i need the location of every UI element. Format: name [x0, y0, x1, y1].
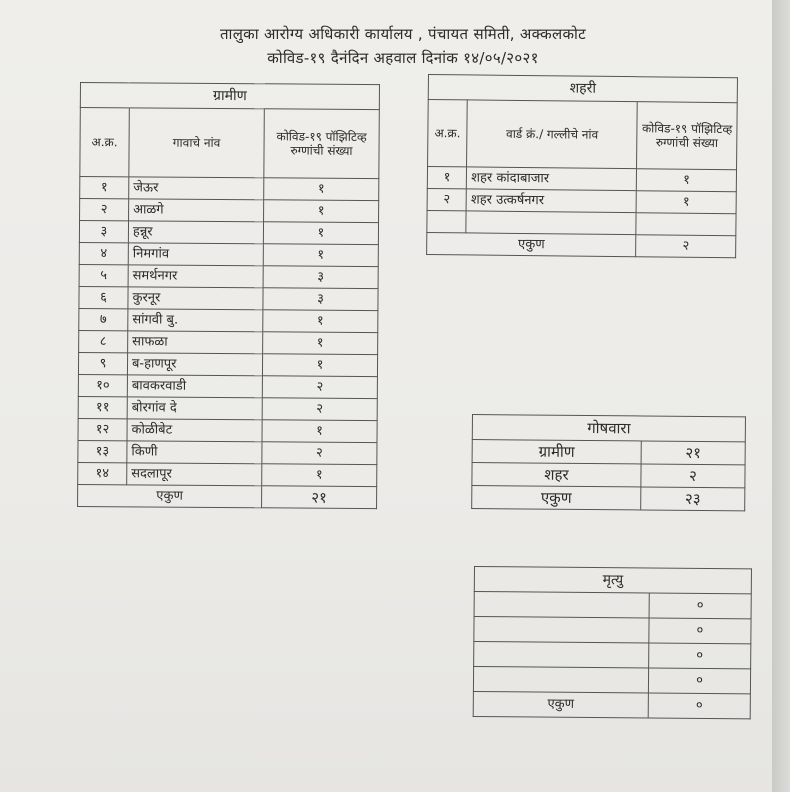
rural-sr: १३: [78, 440, 127, 462]
rural-count: २: [262, 376, 377, 399]
summary-value: २: [641, 464, 745, 488]
rural-sr: ८: [79, 330, 128, 352]
rural-sr: १२: [78, 418, 127, 440]
rural-table: [77, 82, 380, 509]
summary-label: एकुण: [472, 486, 641, 510]
rural-row: [79, 330, 378, 354]
rural-row: [78, 396, 377, 420]
summary-title: गोषवारा: [472, 415, 745, 442]
rural-sr: ७: [79, 308, 128, 330]
rural-row: [79, 221, 378, 245]
rural-name: कोळीबेट: [127, 419, 262, 442]
rural-row: [79, 308, 378, 332]
rural-name: ब-हाणपूर: [127, 353, 262, 376]
rural-name: सदलापूर: [127, 463, 262, 486]
rural-name: जेऊर: [129, 177, 264, 200]
rural-name: हन्नूर: [128, 221, 263, 244]
rural-row: [80, 177, 379, 201]
deaths-row: [474, 592, 751, 619]
rural-name: निमगांव: [128, 243, 263, 266]
rural-sr: १: [80, 177, 129, 199]
rural-count: १: [263, 310, 378, 333]
deaths-row: [473, 691, 750, 718]
urban-total-label: एकुण: [427, 232, 637, 256]
deaths-label: [474, 642, 649, 669]
rural-count: १: [263, 244, 378, 267]
rural-row: [79, 286, 378, 310]
background-edge: [772, 0, 790, 792]
rural-row: [78, 418, 377, 442]
summary-value: २३: [641, 487, 745, 511]
rural-sr: ५: [79, 264, 128, 286]
urban-row: [427, 188, 736, 213]
summary-table: [471, 414, 746, 511]
rural-col-sr: अ.क्र.: [80, 108, 129, 177]
deaths-row: [474, 617, 751, 644]
rural-count: ३: [263, 266, 378, 289]
deaths-table: [473, 566, 752, 719]
summary-label: शहर: [472, 463, 641, 487]
rural-count: १: [263, 222, 378, 245]
urban-table: [426, 74, 738, 258]
deaths-value: ०: [649, 593, 751, 619]
summary-value: २१: [641, 441, 745, 465]
rural-row: [79, 264, 378, 288]
urban-col-count: कोविड-१९ पॉझिटिव्ह रुग्णांची संख्या: [637, 102, 737, 170]
urban-count: १: [637, 169, 737, 192]
urban-count: [636, 213, 736, 236]
rural-name: आळगे: [129, 199, 264, 222]
deaths-label: [474, 617, 649, 644]
rural-count: २: [262, 398, 377, 421]
rural-count: ३: [263, 288, 378, 311]
rural-name: किणी: [127, 441, 262, 464]
deaths-value: ०: [649, 618, 751, 644]
report-title: कोविड-१९ दैनंदिन अहवाल दिनांक १४/०५/२०२१: [267, 49, 539, 67]
summary-row: [472, 463, 745, 488]
urban-count: १: [636, 191, 736, 214]
rural-row: [78, 462, 377, 486]
urban-title: शहरी: [428, 75, 737, 103]
deaths-label: [473, 667, 648, 694]
summary-row: [472, 440, 745, 465]
urban-sr: २: [427, 188, 466, 210]
rural-row: [78, 440, 377, 464]
deaths-row: [473, 667, 750, 694]
rural-sr: ३: [79, 221, 128, 243]
summary-label: ग्रामीण: [472, 440, 641, 464]
rural-name: कुरनूर: [128, 287, 263, 310]
rural-count: २: [262, 442, 377, 465]
rural-count: १: [264, 200, 379, 223]
urban-col-name: वार्ड क्रं./ गल्लीचे नांव: [467, 100, 638, 169]
urban-name: शहर उत्कर्षनगर: [466, 189, 636, 213]
rural-name: सांगवी बु.: [128, 309, 263, 332]
rural-count: १: [263, 332, 378, 355]
urban-row: [427, 167, 736, 192]
urban-row: [427, 210, 736, 235]
rural-col-name: गावाचे नांव: [129, 108, 264, 178]
rural-sr: १०: [78, 374, 127, 396]
rural-sr: ६: [79, 286, 128, 308]
rural-sr: ११: [78, 396, 127, 418]
rural-name: बावकरवाडी: [127, 375, 262, 398]
rural-name: साफळा: [128, 331, 263, 354]
summary-row: [472, 486, 745, 511]
rural-row: [78, 374, 377, 398]
deaths-value: ०: [649, 643, 751, 669]
rural-name: समर्थनगर: [128, 265, 263, 288]
office-title: तालुका आरोग्य अधिकारी कार्यालय , पंचायत समिती, अक्कलकोट: [219, 25, 587, 43]
urban-name: [466, 211, 636, 235]
rural-total-label: एकुण: [78, 484, 262, 507]
deaths-row: [474, 642, 751, 669]
rural-total-value: २१: [262, 486, 377, 509]
rural-sr: ९: [78, 352, 127, 374]
deaths-value: ०: [648, 668, 750, 694]
rural-row: [79, 242, 378, 266]
rural-row: [80, 199, 379, 223]
urban-name: शहर कांदाबाजार: [467, 167, 637, 191]
urban-col-sr: अ.क्र.: [428, 100, 468, 167]
rural-title: ग्रामीण: [80, 83, 379, 110]
urban-sr: [427, 210, 466, 232]
deaths-value: ०: [648, 693, 750, 719]
rural-sr: १४: [78, 462, 127, 484]
deaths-label: एकुण: [473, 691, 648, 718]
urban-total-value: २: [636, 235, 736, 258]
rural-col-count: कोविड-१९ पॉझिटिव्ह रुग्णांची संख्या: [264, 109, 379, 179]
rural-row: [78, 352, 377, 376]
rural-count: १: [262, 420, 377, 443]
rural-sr: ४: [79, 242, 128, 264]
deaths-title: मृत्यु: [474, 567, 751, 594]
deaths-label: [474, 592, 649, 619]
rural-count: १: [262, 464, 377, 487]
rural-count: १: [262, 354, 377, 377]
rural-count: १: [264, 178, 379, 201]
rural-sr: २: [80, 199, 129, 221]
rural-name: बोरगांव दे: [127, 397, 262, 420]
urban-sr: १: [427, 167, 466, 189]
